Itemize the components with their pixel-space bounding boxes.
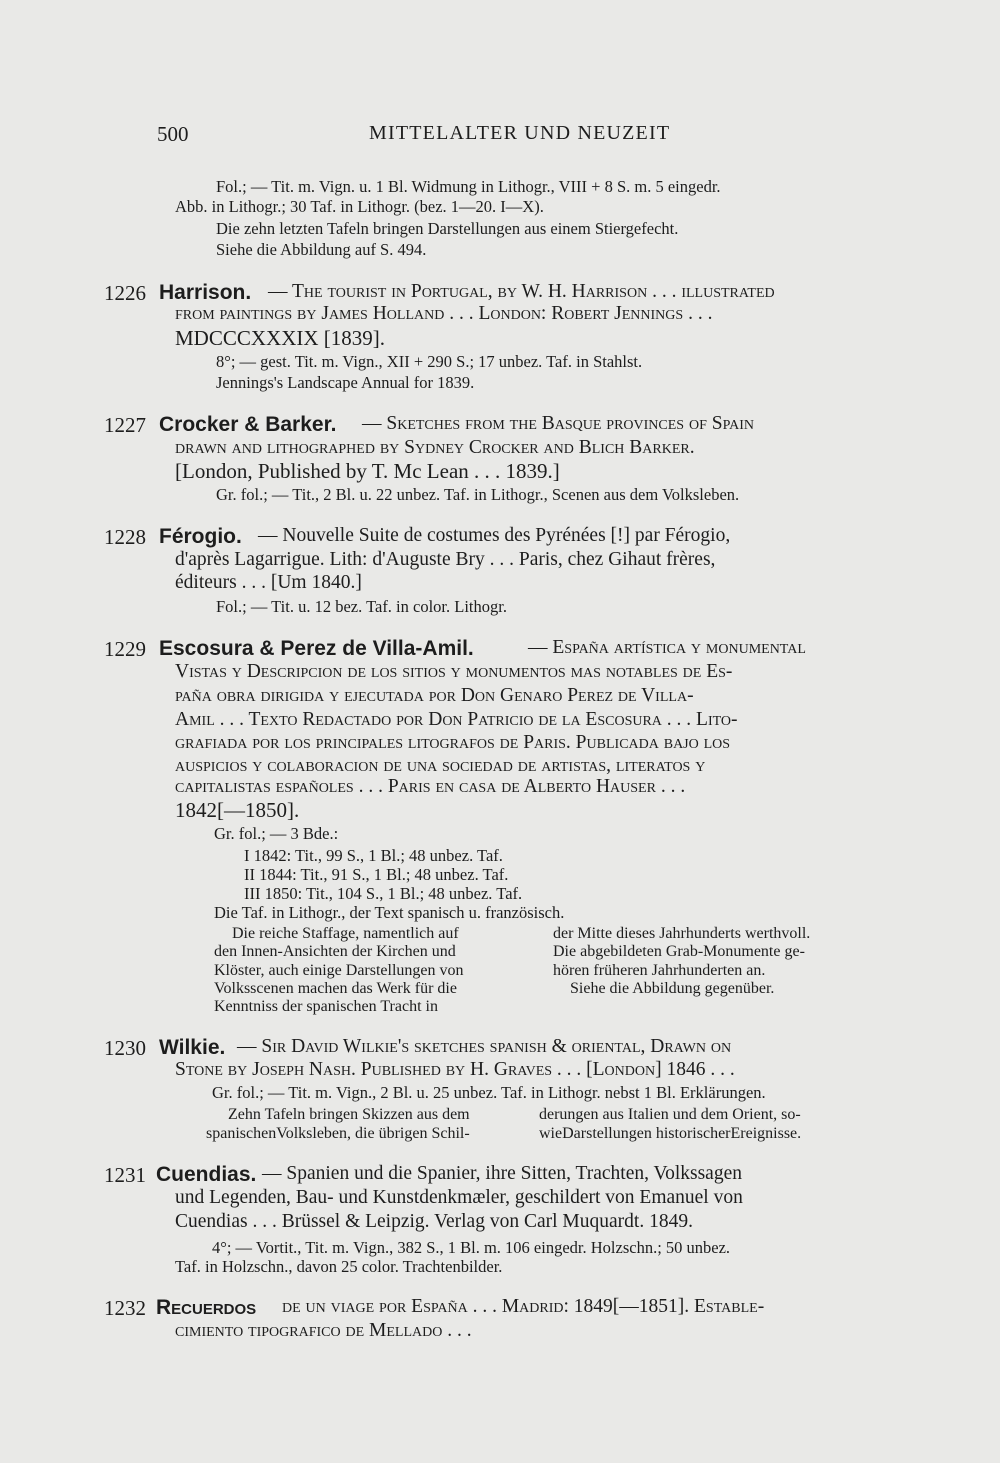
entry-author: Wilkie.: [159, 1036, 226, 1059]
entry-title-line: und Legenden, Bau- und Kunstdenkmæler, geschildert von Emanuel von: [175, 1187, 743, 1208]
note-column-left-line: den Innen-Ansichten der Kirchen und: [214, 943, 456, 960]
entry-title-line: grafiada por los principales litografos de Paris. Publicada bajo los: [175, 732, 731, 753]
entry-title-line: auspicios y colaboracion de una sociedad de artistas, literatos y: [175, 755, 706, 776]
entry-note: Gr. fol.; — Tit. m. Vign., 2 Bl. u. 25 unbez. Taf. in Lithogr. nebst 1 Bl. Erklärungen.: [212, 1083, 766, 1102]
entry-author: Recuerdos: [156, 1296, 257, 1319]
entry-number: 1226: [104, 281, 146, 305]
entry-title-line: éditeurs . . . [Um 1840.]: [175, 572, 362, 593]
entry-author: Escosura & Perez de Villa-Amil.: [159, 637, 474, 660]
entry-title-line: 1842[—1850].: [175, 798, 300, 822]
note-column-left-line: Volksscenen machen das Werk für die: [214, 980, 457, 997]
entry-note: II 1844: Tit., 91 S., 1 Bl.; 48 unbez. Taf.: [244, 865, 509, 884]
note-column-right-line: hören früheren Jahrhunderten an.: [553, 962, 766, 979]
entry-note: 4°; — Vortit., Tit. m. Vign., 382 S., 1 Bl. m. 106 eingedr. Holzschn.; 50 unbez.: [212, 1238, 731, 1257]
entry-title-line: from paintings by James Holland . . . London: Robert Jennings . . .: [175, 303, 713, 324]
entry-number: 1231: [104, 1163, 146, 1187]
entry-title-line: drawn and lithographed by Sydney Crocker and Blich Barker.: [175, 437, 695, 458]
note-column-left-line: Die reiche Staffage, namentlich auf: [232, 925, 459, 942]
entry-note: Gr. fol.; — 3 Bde.:: [214, 824, 339, 843]
entry-note: III 1850: Tit., 104 S., 1 Bl.; 48 unbez. Taf.: [244, 884, 523, 903]
entry-note: 8°; — gest. Tit. m. Vign., XII + 290 S.; 17 unbez. Taf. in Stahlst.: [216, 352, 643, 371]
entry-number: 1229: [104, 637, 146, 661]
entry-note: I 1842: Tit., 99 S., 1 Bl.; 48 unbez. Taf.: [244, 846, 503, 865]
entry-title-line: Cuendias . . . Brüssel & Leipzig. Verlag von Carl Muquardt. 1849.: [175, 1211, 693, 1232]
entry-note: Gr. fol.; — Tit., 2 Bl. u. 22 unbez. Taf. in Lithogr., Scenen aus dem Volksleben.: [216, 485, 740, 504]
entry-number: 1227: [104, 413, 146, 437]
entry-title-line: de un viage por España . . . Madrid: 1849[—1851]. Estable-: [282, 1296, 765, 1317]
entry-author: Férogio.: [159, 525, 242, 548]
entry-note: Jennings's Landscape Annual for 1839.: [216, 373, 475, 392]
entry-title-line: [London, Published by T. Mc Lean . . . 1839.]: [175, 459, 560, 483]
note-column-left-line: Zehn Tafeln bringen Skizzen aus dem: [228, 1106, 470, 1123]
running-title: MITTELALTER UND NEUZEIT: [369, 122, 671, 144]
entry-title-line: — Nouvelle Suite de costumes des Pyrénées [!] par Férogio,: [258, 525, 731, 546]
note-column-right-line: Siehe die Abbildung gegenüber.: [570, 980, 775, 997]
note-column-right-line: derungen aus Italien und dem Orient, so-: [539, 1106, 801, 1123]
intro-line: Die zehn letzten Tafeln bringen Darstellungen aus einem Stiergefecht.: [216, 219, 679, 238]
intro-line: Abb. in Lithogr.; 30 Taf. in Lithogr. (bez. 1—20. I—X).: [175, 197, 544, 216]
entry-author: Harrison.: [159, 281, 252, 304]
entry-title-line: — Sir David Wilkie's sketches spanish & oriental, Drawn on: [237, 1036, 732, 1057]
note-column-right-line: wieDarstellungen historischerEreignisse.: [539, 1125, 802, 1142]
entry-number: 1228: [104, 525, 146, 549]
entry-title-line: Vistas y Descripcion de los sitios y monumentos mas notables de Es-: [175, 661, 733, 682]
entry-title-line: Stone by Joseph Nash. Published by H. Graves . . . [London] 1846 . . .: [175, 1059, 735, 1080]
entry-title-line: Amil . . . Texto Redactado por Don Patricio de la Escosura . . . Lito-: [175, 709, 738, 730]
intro-line: Fol.; — Tit. m. Vign. u. 1 Bl. Widmung in Lithogr., VIII + 8 S. m. 5 eingedr.: [216, 177, 721, 196]
entry-number: 1232: [104, 1296, 146, 1320]
entry-title-line: — The tourist in Portugal, by W. H. Harrison . . . illustrated: [268, 281, 775, 302]
entry-title-line: cimiento tipografico de Mellado . . .: [175, 1320, 472, 1341]
entry-title-line: MDCCCXXXIX [1839].: [175, 326, 385, 350]
note-column-left-line: Klöster, auch einige Darstellungen von: [214, 962, 464, 979]
note-column-left-line: spanischenVolksleben, die übrigen Schil-: [206, 1125, 470, 1142]
entry-title-line: — Spanien und die Spanier, ihre Sitten, Trachten, Volkssagen: [262, 1163, 742, 1184]
entry-number: 1230: [104, 1036, 146, 1060]
page-number: 500: [157, 122, 189, 146]
entry-note: Die Taf. in Lithogr., der Text spanisch u. französisch.: [214, 903, 565, 922]
running-header: [157, 122, 887, 154]
entry-note: Taf. in Holzschn., davon 25 color. Trachtenbilder.: [175, 1257, 503, 1276]
note-column-left-line: Kenntniss der spanischen Tracht in: [214, 998, 438, 1015]
entry-title-line: capitalistas españoles . . . Paris en casa de Alberto Hauser . . .: [175, 776, 686, 797]
note-column-right-line: der Mitte dieses Jahrhunderts werthvoll.: [553, 925, 811, 942]
entry-title-line: — España artística y monumental: [528, 637, 806, 658]
entry-title-line: paña obra dirigida y ejecutada por Don Genaro Perez de Villa-: [175, 685, 694, 706]
intro-line: Siehe die Abbildung auf S. 494.: [216, 240, 427, 259]
entry-title-line: — Sketches from the Basque provinces of Spain: [362, 413, 754, 434]
entry-note: Fol.; — Tit. u. 12 bez. Taf. in color. Lithogr.: [216, 597, 507, 616]
entry-title-line: d'après Lagarrigue. Lith: d'Auguste Bry . . . Paris, chez Gihaut frères,: [175, 549, 716, 570]
entry-author: Cuendias.: [156, 1163, 257, 1186]
entry-author: Crocker & Barker.: [159, 413, 337, 436]
note-column-right-line: Die abgebildeten Grab-Monumente ge-: [553, 943, 805, 960]
